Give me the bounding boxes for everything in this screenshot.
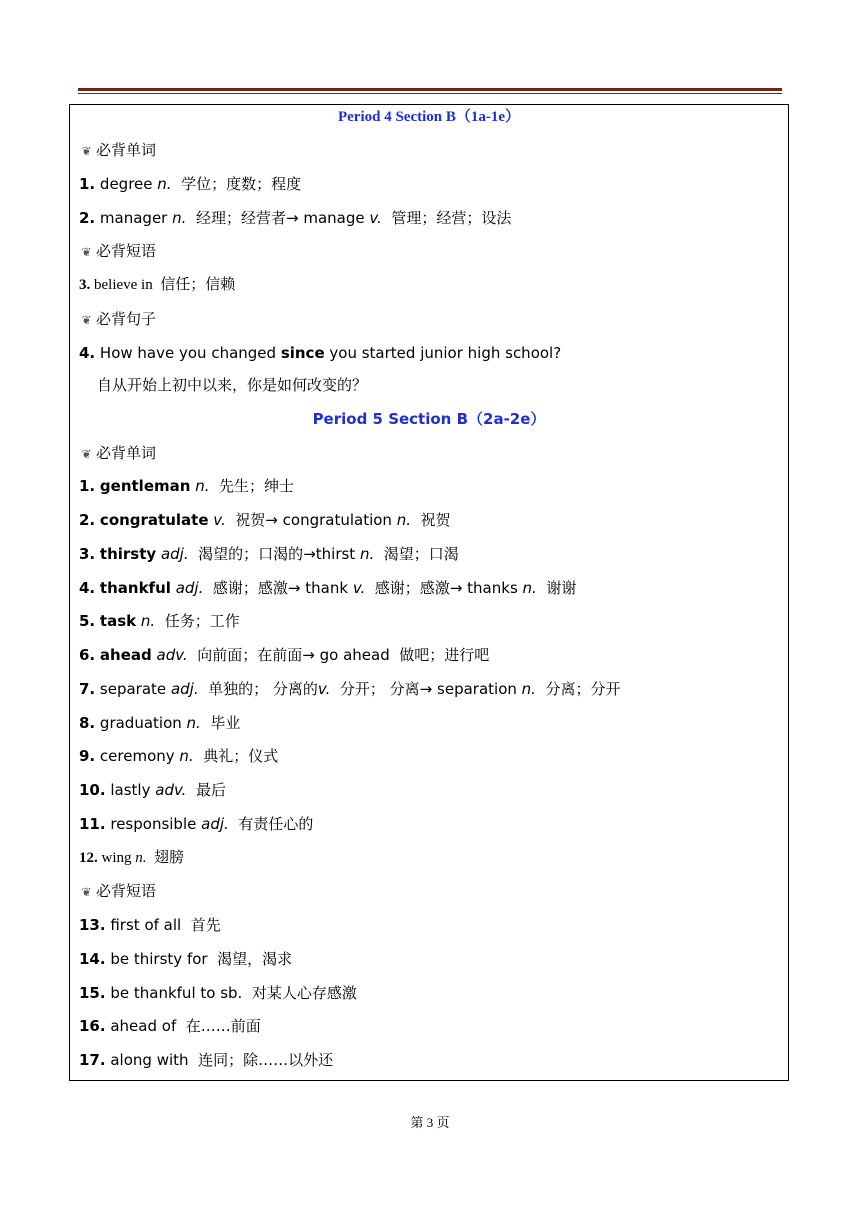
header-rule-thick [78,88,782,91]
period5-word-5: 5. task n. 任务；工作 [79,612,240,630]
period5-word-2: 2. congratulate v. 祝贺→ congratulation n. 祝贺 [79,511,451,529]
period5-word-1: 1. gentleman n. 先生；绅士 [79,477,295,495]
leaf-icon: ❦ [81,447,92,461]
leaf-icon: ❦ [81,313,92,327]
period5-phrases-heading: ❦ 必背短语 [79,879,156,903]
page-footer: 第 3 页 [410,1115,450,1130]
period5-phrase-15: 15. be thankful to sb. 对某人心存感激 [79,984,357,1002]
period5-words-heading: ❦ 必背单词 [79,441,156,465]
period4-phrase-3: 3. believe in 信任；信赖 [79,277,236,293]
period4-word-1: 1. degree n. 学位；度数；程度 [79,175,302,193]
period4-sentences-heading: ❦ 必背句子 [79,307,156,331]
period5-phrase-17: 17. along with 连同；除……以外还 [79,1051,334,1069]
period4-words-heading: ❦ 必背单词 [79,138,156,162]
period5-word-6: 6. ahead adv. 向前面；在前面→ go ahead 做吧；进行吧 [79,646,490,664]
period5-word-3: 3. thirsty adj. 渴望的；口渴的→thirst n. 渴望；口渴 [79,545,459,563]
period5-phrase-14: 14. be thirsty for 渴望，渴求 [79,950,293,968]
period5-word-9: 9. ceremony n. 典礼；仪式 [79,747,279,765]
period4-sentence-4: 4. How have you changed since you started junior high school? [79,344,562,362]
period5-title: Period 5 Section B（2a-2e） [312,410,546,428]
period5-word-12: 12. wing n. 翅膀 [79,850,185,866]
period5-word-7: 7. separate adj. 单独的； 分离的v. 分开； 分离→ separation n. 分离；分开 [79,680,621,698]
period4-title: Period 4 Section B（1a-1e） [337,109,521,125]
header-rule-thin [78,93,782,94]
leaf-icon: ❦ [81,144,92,158]
period4-sentence-4-translation: 自从开始上初中以来，你是如何改变的？ [97,376,368,394]
page-number: 3 [426,1115,434,1130]
leaf-icon: ❦ [81,885,92,899]
period5-word-11: 11. responsible adj. 有责任心的 [79,815,314,833]
period5-word-4: 4. thankful adj. 感谢；感激→ thank v. 感谢；感激→ thanks n. 谢谢 [79,579,577,597]
vocabulary-table [69,104,789,1081]
period4-word-2: 2. manager n. 经理；经营者→ manage v. 管理；经营；设法 [79,209,512,227]
period4-phrases-heading: ❦ 必背短语 [79,239,156,263]
period5-word-8: 8. graduation n. 毕业 [79,714,241,732]
period5-phrase-13: 13. first of all 首先 [79,916,221,934]
leaf-icon: ❦ [81,245,92,259]
period5-phrase-16: 16. ahead of 在……前面 [79,1017,261,1035]
period5-word-10: 10. lastly adv. 最后 [79,781,226,799]
